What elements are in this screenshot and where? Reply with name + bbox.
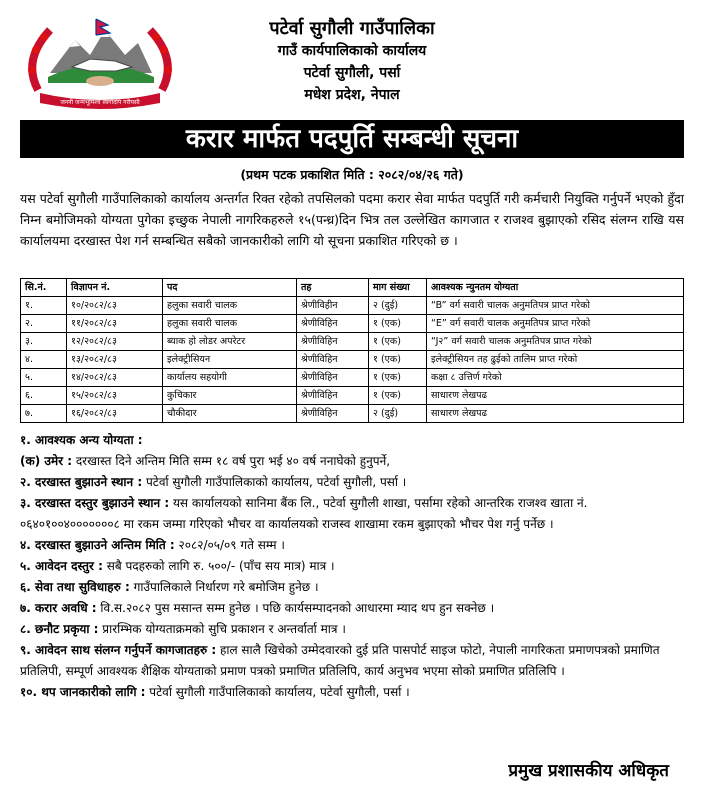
cell-level: श्रेणीविहिन: [297, 387, 369, 405]
cell-ad-no: १२/२०८२/८३: [67, 333, 163, 351]
table-row: [21, 387, 684, 405]
table-row: [21, 369, 684, 387]
office-line4: मधेश प्रदेश, नेपाल: [304, 87, 400, 103]
cell-level: श्रेणीविहीन: [297, 297, 369, 315]
cell-post: कुचिकार: [163, 387, 297, 405]
col-header-level: तह: [297, 279, 369, 297]
cell-post: हलुका सवारी चालक: [163, 297, 297, 315]
cell-ad-no: १५/२०८२/८३: [67, 387, 163, 405]
col-header-sn: सि.नं.: [21, 279, 67, 297]
cell-sn: ४.: [21, 351, 67, 369]
requirement-7: [20, 598, 684, 619]
requirement-text: दरखास्त दिने अन्तिम मिति सम्म १८ वर्ष पुरा भई ४० वर्ष ननाघेको हुनुपर्ने,: [72, 454, 391, 468]
header: [0, 0, 704, 113]
cell-count: १ (एक): [369, 315, 427, 333]
cell-post: इलेक्ट्रीसियन: [163, 351, 297, 369]
requirement-2: [20, 472, 684, 493]
office-name-block: [0, 18, 704, 106]
notice-title: करार मार्फत पदपुर्ति सम्बन्धी सूचना: [20, 120, 684, 158]
cell-level: श्रेणीविहिन: [297, 369, 369, 387]
cell-ad-no: १०/२०८२/८३: [67, 297, 163, 315]
requirement-label: (क) उमेर :: [20, 454, 72, 468]
cell-level: श्रेणीविहिन: [297, 351, 369, 369]
col-header-qualification: आवश्यक न्युनतम योग्यता: [427, 279, 684, 297]
positions-table: [20, 278, 684, 423]
office-line3: पटेर्वा सुगौली, पर्सा: [303, 65, 401, 81]
cell-ad-no: ११/२०८२/८३: [67, 315, 163, 333]
cell-sn: २.: [21, 315, 67, 333]
cell-count: १ (एक): [369, 369, 427, 387]
requirement-text: वि.स.२०८२ पुस मसान्त सम्म हुनेछ । पछि कार्यसम्पादनको आधारमा म्याद थप हुन सक्नेछ ।: [96, 601, 495, 615]
requirement-text: प्रारम्भिक योग्यताक्रमको सुचि प्रकाशन र अन्तर्वार्ता मात्र ।: [98, 622, 346, 636]
requirement-label: २. दरखास्त बुझाउने स्थान :: [20, 475, 143, 489]
table-row: [21, 351, 684, 369]
requirement-8: [20, 619, 684, 640]
cell-count: १ (एक): [369, 333, 427, 351]
office-line1: पटेर्वा सुगौली गाउँपालिका: [269, 18, 435, 39]
signature-title: प्रमुख प्रशासकीय अधिकृत: [508, 761, 669, 781]
intro-paragraph: यस पटेर्वा सुगौली गाउँपालिकाको कार्यालय अन्तर्गत रिक्त रहेको तपसिलको पदमा करार सेवा मार्फत पदपुर्ति गरी कर्मचारी नियुक्ति गर्नुपर्ने भएको हुँदा निम्न बमोजिमको योग्यता पुगेका इच्छुक नेपाली नागरिकहरुले १५(पन्ध्र)दिन भित्र तल उल्लेखित कागजात र राजश्व बुझाएको रसिद संलग्न राखि यस कार्यालयमा दरखास्त पेश गर्न सम्बन्धित सबैको जानकारीको लागि यो सूचना प्रकाशित गरिएको छ ।: [20, 191, 684, 248]
cell-sn: ३.: [21, 333, 67, 351]
emblem-ribbon-text: जननी जन्मभूमिश्च स्वर्गादपि गरीयसी: [60, 99, 140, 106]
cell-count: १ (एक): [369, 351, 427, 369]
cell-ad-no: १३/२०८२/८३: [67, 351, 163, 369]
cell-qualification: साधारण लेखपढ: [427, 387, 684, 405]
requirement-label: ७. करार अवधि :: [20, 601, 97, 615]
table-row: [21, 315, 684, 333]
col-header-post: पद: [163, 279, 297, 297]
requirement-label: ३. दरखास्त दस्तुर बुझाउने स्थान :: [20, 496, 170, 510]
cell-count: १ (एक): [369, 387, 427, 405]
cell-ad-no: १६/२०८२/८३: [67, 405, 163, 423]
table-row: [21, 297, 684, 315]
cell-post: चौकीदार: [163, 405, 297, 423]
cell-count: २ (दुई): [369, 405, 427, 423]
cell-sn: १.: [21, 297, 67, 315]
cell-qualification: इलेक्ट्रीसियन तह ढुईको तालिम प्राप्त गरेको: [427, 351, 684, 369]
requirement-text: पटेर्वा सुगौली गाउँपालिकाको कार्यालय, पटेर्वा सुगौली, पर्सा ।: [145, 685, 410, 699]
office-line2: गाउँ कार्यपालिकाको कार्यालय: [277, 43, 427, 59]
requirement-label: ९. आवेदन साथ संलग्न गर्नुपर्ने कागजातहरु :: [20, 643, 217, 657]
requirements-list: [20, 430, 684, 703]
cell-level: श्रेणीविहिन: [297, 405, 369, 423]
requirement-text: २०८२/०५/०९ गते सम्म ।: [174, 538, 285, 552]
requirement-4: [20, 535, 684, 556]
cell-qualification: “B” वर्ग सवारी चालक अनुमतिपत्र प्राप्त गरेको: [427, 297, 684, 315]
requirement-1a: [20, 451, 684, 472]
cell-post: कार्यालय सहयोगी: [163, 369, 297, 387]
cell-sn: ६.: [21, 387, 67, 405]
col-header-ad-no: विज्ञापन नं.: [67, 279, 163, 297]
publish-date: (प्रथम पटक प्रकाशित मिति : २०८२/०४/२६ गते): [240, 167, 464, 182]
requirement-text: यस कार्यालयको सानिमा बैंक लि., पटेर्वा सुगौली शाखा, पर्सामा रहेको आन्तरिक राजश्व खाता नं. ०६४०१००४०००००००८ मा रकम जम्मा गरिएको भौचर वा कार्यालयको राजस्व शाखामा रकम बुझाएको भौचर पेश गर्नु पर्नेछ ।: [20, 496, 588, 531]
cell-level: श्रेणीविहिन: [297, 333, 369, 351]
cell-sn: ७.: [21, 405, 67, 423]
requirement-label: ५. आवेदन दस्तुर :: [20, 559, 103, 573]
cell-post: ब्याक हो लोडर अपरेटर: [163, 333, 297, 351]
requirement-label: ८. छनौट प्रकृया :: [20, 622, 99, 636]
requirement-text: पटेर्वा सुगौली गाउँपालिकाको कार्यालय, पटेर्वा सुगौली, पर्सा ।: [142, 475, 407, 489]
cell-sn: ५.: [21, 369, 67, 387]
cell-qualification: “J२” वर्ग सवारी चालक अनुमतिपत्र प्राप्त गरेको: [427, 333, 684, 351]
cell-ad-no: १४/२०८२/८३: [67, 369, 163, 387]
requirement-3: [20, 493, 684, 535]
requirement-5: [20, 556, 684, 577]
requirement-9: [20, 640, 684, 682]
requirement-text: सबै पदहरुको लागि रु. ५००/- (पाँच सय मात्र) मात्र ।: [102, 559, 335, 573]
table-row: [21, 405, 684, 423]
cell-count: २ (दुई): [369, 297, 427, 315]
requirement-10: [20, 682, 684, 703]
col-header-count: माग संख्या: [369, 279, 427, 297]
cell-level: श्रेणीविहिन: [297, 315, 369, 333]
requirement-text: हाल सालै खिचेको उम्मेदवारको दुई प्रति पासपोर्ट साइज फोटो, नेपाली नागरिकता प्रमाणपत्रको प्रमाणित प्रतिलिपी, सम्पूर्ण आवश्यक शैक्षिक योग्यताको प्रमाण पत्रको प्रमाणित प्रतिलिपि, कार्य अनुभव भएमा सोको प्रमाणित प्रतिलिपि ।: [20, 643, 660, 678]
requirement-6: [20, 577, 684, 598]
requirement-label: ४. दरखास्त बुझाउने अन्तिम मिति :: [20, 538, 175, 552]
requirement-text: गाउँपालिकाले निर्धारण गरे बमोजिम हुनेछ ।: [129, 580, 319, 594]
table-header-row: [21, 279, 684, 297]
requirement-1-title: १. आवश्यक अन्य योग्यता :: [20, 433, 143, 447]
requirement-label: ६. सेवा तथा सुविधाहरु :: [20, 580, 130, 594]
cell-qualification: कक्षा ८ उत्तिर्ण गरेको: [427, 369, 684, 387]
table-row: [21, 333, 684, 351]
cell-qualification: साधारण लेखपढ: [427, 405, 684, 423]
cell-qualification: “E” वर्ग सवारी चालक अनुमतिपत्र प्राप्त गरेको: [427, 315, 684, 333]
cell-post: हलुका सवारी चालक: [163, 315, 297, 333]
requirement-label: १०. थप जानकारीको लागि :: [20, 685, 146, 699]
